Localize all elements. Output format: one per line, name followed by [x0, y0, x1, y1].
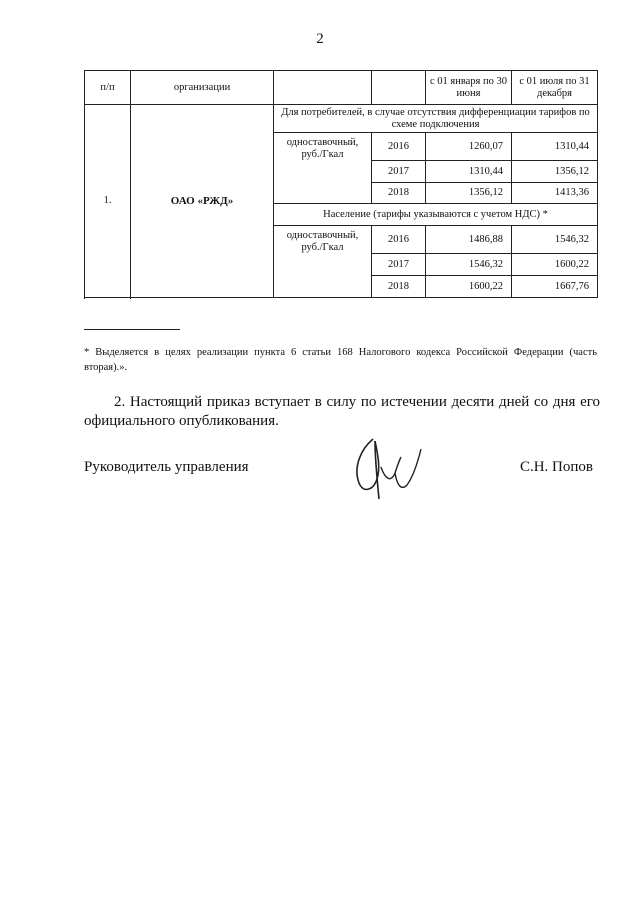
unit-label: одноставочный, руб./Гкал — [274, 133, 372, 204]
section-title: Для потребителей, в случае отсутствия дифференциации тарифов по схеме подключения — [274, 105, 598, 133]
tariff-h1-cell: 1356,12 — [426, 183, 512, 204]
year-cell: 2018 — [372, 276, 426, 298]
tariff-h2-cell: 1413,36 — [512, 183, 598, 204]
header-empty-1 — [274, 71, 372, 105]
header-organization: организации — [131, 71, 274, 105]
signatory-title: Руководитель управления — [84, 459, 249, 475]
tariff-h2-cell: 1356,12 — [512, 161, 598, 183]
year-cell: 2016 — [372, 226, 426, 254]
tariff-h1-cell: 1486,88 — [426, 226, 512, 254]
tariff-h1-cell: 1260,07 — [426, 133, 512, 161]
handwritten-signature — [345, 427, 425, 507]
page-number: 2 — [316, 31, 324, 47]
header-first-half: с 01 января по 30 июня — [426, 71, 512, 105]
tariff-h1-cell: 1310,44 — [426, 161, 512, 183]
year-cell: 2017 — [372, 161, 426, 183]
header-number: п/п — [85, 71, 131, 105]
tariff-h1-cell: 1600,22 — [426, 276, 512, 298]
header-second-half: с 01 июля по 31 декабря — [512, 71, 598, 105]
unit-label: одноставочный, руб./Гкал — [274, 226, 372, 298]
tariff-h2-cell: 1600,22 — [512, 254, 598, 276]
clause-paragraph: 2. Настоящий приказ вступает в силу по истечении десяти дней со дня его официального опубликования. — [84, 394, 600, 429]
year-cell: 2017 — [372, 254, 426, 276]
year-cell: 2018 — [372, 183, 426, 204]
footnote-divider — [84, 329, 180, 330]
section-title-row — [85, 105, 598, 133]
tariff-h1-cell: 1546,32 — [426, 254, 512, 276]
table-header-row — [85, 71, 598, 105]
tariff-h2-cell: 1546,32 — [512, 226, 598, 254]
signatory-name: С.Н. Попов — [519, 459, 593, 475]
tariff-h2-cell: 1667,76 — [512, 276, 598, 298]
year-cell: 2016 — [372, 133, 426, 161]
organization-name: ОАО «РЖД» — [131, 105, 274, 298]
header-empty-2 — [372, 71, 426, 105]
section-title: Население (тарифы указываются с учетом НДС) * — [274, 204, 598, 226]
row-number: 1. — [85, 105, 131, 298]
tariff-table — [84, 70, 598, 298]
tariff-h2-cell: 1310,44 — [512, 133, 598, 161]
footnote: * Выделяется в целях реализации пункта 6 статьи 168 Налогового кодекса Российской Федерации (часть вторая).». — [84, 347, 597, 373]
